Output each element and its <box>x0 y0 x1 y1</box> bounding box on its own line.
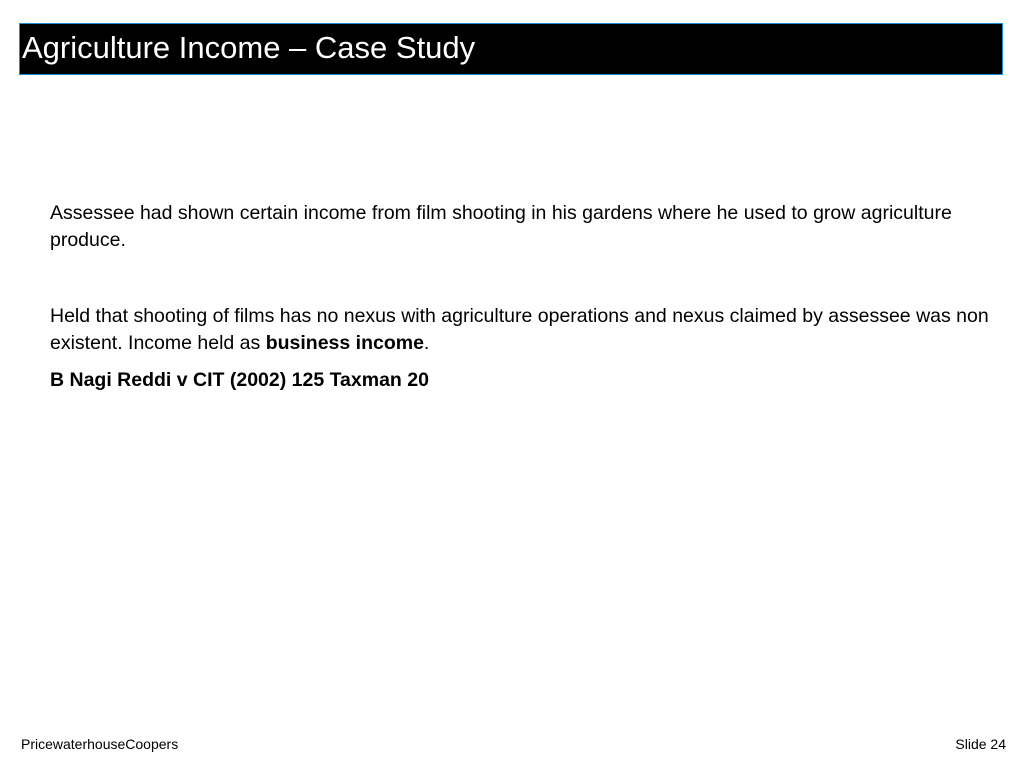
slide-title: Agriculture Income – Case Study <box>22 30 476 65</box>
holding-text: Held that shooting of films has no nexus with agriculture operations and nexus claimed by assessee was non existent. Income held as <box>50 305 989 354</box>
footer-slide-number: Slide 24 <box>955 736 1006 752</box>
title-bar <box>19 23 1003 75</box>
paragraph-holding <box>50 303 1000 357</box>
paragraph-case-facts: Assessee had shown certain income from film shooting in his gardens where he used to grow agriculture produce. <box>50 202 952 251</box>
footer-company: PricewaterhouseCoopers <box>21 736 179 752</box>
case-citation: B Nagi Reddi v CIT (2002) 125 Taxman 20 <box>50 369 429 391</box>
holding-emphasis: business income <box>265 332 424 354</box>
holding-period: . <box>423 332 430 354</box>
slide-body <box>50 200 1000 394</box>
